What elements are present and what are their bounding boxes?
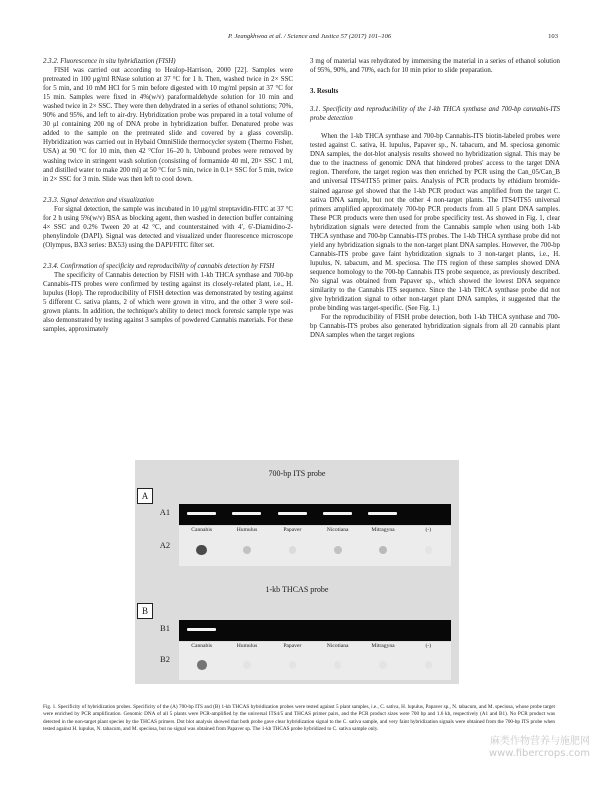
lane-label: Humulus [236,643,258,649]
right-column [310,57,560,340]
dot-blot-spot [334,546,342,554]
left-column [43,57,293,334]
lane-label: Papaver [283,643,302,649]
running-title: P. Jeangkhwoa et al. / Science and Justice 57 (2017) 101–106 [228,33,392,40]
section-heading-3-1: 3.1. Specificity and reproducibility of the 1-kb THCA synthase and 700-bp cannabis-ITS probe detection [310,106,560,123]
paragraph-continued: 3 mg of material was rehydrated by immersing the material in a series of ethanol solution of 95%, 90%, and 70%, each for 10 min prior to slide preparation. [310,58,560,75]
membrane-b2 [179,642,451,680]
paragraph-results-specificity: When the 1-kb THCA synthase and 700-bp Cannabis-ITS biotin-labeled probes were tested against C. sativa, H. lupulus, Papaver sp., N. tabacum, and M. speciosa genomic DNA samples, the dot-blot analysis results showed no hybridization signal. This may be due to the inactness of genomic DNA that hindered probes' access to the target DNA region. Therefore, the target region was then enriched by PCR using the Can_05/Can_B and universal ITS4/ITS5 primer pairs. Analysis of PCR products by ethidium bromide-stained agarose gel showed that the 1-kb PCR product was amplified from the target C. sativa DNA sample, but not the other 4 non-target plants. The ITS4/ITS5 universal primers amplified approximately 700-bp PCR products from all 5 plant DNA samples. These PCR products were then used for probe specificity test. As showed in Fig. 1, clear hybridization signals were detected from the Cannabis sample when using both 1-kb THCA synthase and 700-bp Cannabis-ITS probes. The 1-kb THCA synthase probe did not yield any hybridization signals to the non-target plant DNA samples. However, the 700-bp Cannabis-ITS probe gave faint hybridization signals to 3 non-target plants, i.e., H. lupulus, N. tabacum, and M. speciosa. The ITS region of these samples showed DNA sequence homology to the 700-bp Cannabis ITS probe sequence, as previously described. No signal was obtained from Papaver sp., which showed the lowest DNA sequence similarity to the Cannabis ITS sequence. Since the 1-kb THCA synthase probe did not give hybridization signal to other non-target plant DNA samples, it suggested that the probe binding was target-specific. (See Fig. 1.) [310,133,560,313]
gel-band [368,512,397,515]
dot-blot-spot [289,546,296,553]
paragraph-confirmation: The specificity of Cannabis detection by FISH with 1-kb THCA synthase and 700-bp Cannabis-ITS probes were confirmed by testing against its closely-related plant, i.e., H. lupulus (Hop). The reproducibility of FISH detection was demonstrated by testing against 5 different C. sativa plants, 2 of which were grown in vitro, and the other 3 were soil-grown plants. In addition, the technique's ability to detect mock forensic sample type was also demonstrated by testing against 3 samples of powdered Cannabis materials. For these samples, approximately [43,271,293,334]
dot-blot-spot [243,546,251,554]
gel-band [232,512,261,515]
gel-b1 [179,620,451,641]
section-heading-2-3-2: 2.3.2. Fluorescence in situ hybridization (FISH) [43,58,176,65]
lane-label: Papaver [283,527,302,533]
lane-label: Cannabis [191,643,213,649]
panel-a-letter: A [137,488,153,504]
gel-band [187,512,216,515]
gel-a1 [179,504,451,525]
dot-blot-spot [196,545,207,556]
gel-band [323,512,352,515]
paragraph-results-reproducibility: For the reproducibility of FISH probe detection, both 1-kb THCA synthase and 700-bp Cannabis-ITS probes also generated hybridization signals from all 20 cannabis plant DNA samples when the target regions [310,314,560,340]
section-heading-3: 3. Results [310,88,339,96]
watermark [470,736,590,760]
dot-blot-spot [379,661,386,668]
dot-blot-spot [334,661,341,668]
panel-a-title: 700-bp ITS probe [268,469,326,478]
dot-blot-spot [243,661,250,668]
row-label-a1: A1 [159,507,171,517]
figure-1 [135,460,459,684]
figure-caption: Fig. 1. Specificity of hybridization probes. Specificity of the (A) 700-bp ITS and (B) 1-kb THCAS hybridization probes were tested against 5 plant samples, i.e., C. sativa, H. lupulus, Papaver sp., N. tabacum, and M. speciosa, whose probe target were enriched by PCR amplification. Genomic DNA of all 5 plants were PCR-amplified by the universal ITS4/5 and THCAS primer pairs, and the PCR product sizes were 700 bp and 1.6 kb, respectively (A1 and B1). No PCR product was detected in the non-target plant species by the THCAS primers. Dot blot analysis showed that both probe gave clear hybridization signal to the C. sativa sample, and very faint hybridization signals were obtained from the 700-bp ITS probe when tested against H. lupulus, N. tabacum, and M. speciosa, but no signal was obtained from Papaver sp. The 1-kb THCAS probe hybridized to C. sativa sample only. [43,704,555,733]
lane-label: Mitragyna [371,643,395,649]
paragraph-signal-detection: For signal detection, the sample was incubated in 10 μg/ml streptavidin-FITC at 37 °C for 2 h using 5%(w/v) BSA as blocking agent, then washed in detection buffer containing 4× SSC and 0.2% Tween 20 at 42 °C, and counterstained with 4′, 6′-Diamidino-2-phenylindole (DAPI). Signal was detected and visualized under fluorescence microscope (Olympus, BX3 series: BX53) using the DAPI/FITC filter set. [43,205,293,249]
membrane-a2 [179,526,451,566]
dot-blot-spot [425,546,432,553]
watermark-line-2: www.fibercrops.com [488,748,590,759]
gel-band [187,628,216,631]
row-label-a2: A2 [159,540,171,550]
lane-label: Nicotiana [326,527,349,533]
lane-label: Cannabis [191,527,213,533]
paragraph-fish-method: FISH was carried out according to Healop-Harrison, 2000 [22]. Samples were pretreated in 100 μg/ml RNase solution at 37 °C for 1 h. Then, washed twice in 2× SSC for 5 min, and 10 mM HCl for 5 min before digested with 10 mg/ml pepsin at 37 °C for 15 min. Samples were fixed in 4%(w/v) paraformaldehyde solution for 10 min and washed twice in 2× SSC. They were then dehydrated in a series of ethanol solutions; 70%, 90% and 95%, and left to air-dry. Hybridization probe was prepared in a total volume of 30 μl containing 200 ng of DNA probe in hybridization buffer. Denatured probe was added to the sample on the pretreated slide and covered by a glass coverslip. Hybridization was carried out in Hybaid OmniSlide thermocycler system (Thermo Fisher, USA) at 90 °C for 10 min, then 42 °Cfor 16–20 h. Unbound probes were removed by washing twice in stringent wash solution (consisting of formamide 40 ml, 20× SSC 1 ml, and distilled water to make 200 ml) at 50 °C for 5 min, twice in 0.1× SSC for 5 min, twice in 2× SSC for 3 min. Slide was then left to cool down. [43,67,293,183]
panel-b-title: 1-kb THCAS probe [265,585,329,594]
row-label-b2: B2 [160,654,170,664]
dot-blot-spot [197,660,207,670]
running-header [228,33,558,40]
section-heading-2-3-4: 2.3.4. Confirmation of specificity and reproducibility of cannabis detection by FISH [43,262,275,270]
lane-label: (-) [425,643,432,649]
panel-b-letter: B [137,603,153,619]
dot-blot-spot [425,661,432,668]
lane-label: Humulus [236,527,258,533]
row-label-b1: B1 [160,623,170,633]
dot-blot-spot [289,661,296,668]
lane-label: (-) [425,527,432,533]
section-heading-2-3-3: 2.3.3. Signal detection and visualization [43,196,154,204]
watermark-line-1: 麻类作物营养与施肥网 [490,736,590,747]
lane-label: Mitragyna [371,527,395,533]
page-number: 103 [548,33,558,40]
lane-label: Nicotiana [326,643,349,649]
gel-band [278,512,307,515]
dot-blot-spot [379,546,387,554]
